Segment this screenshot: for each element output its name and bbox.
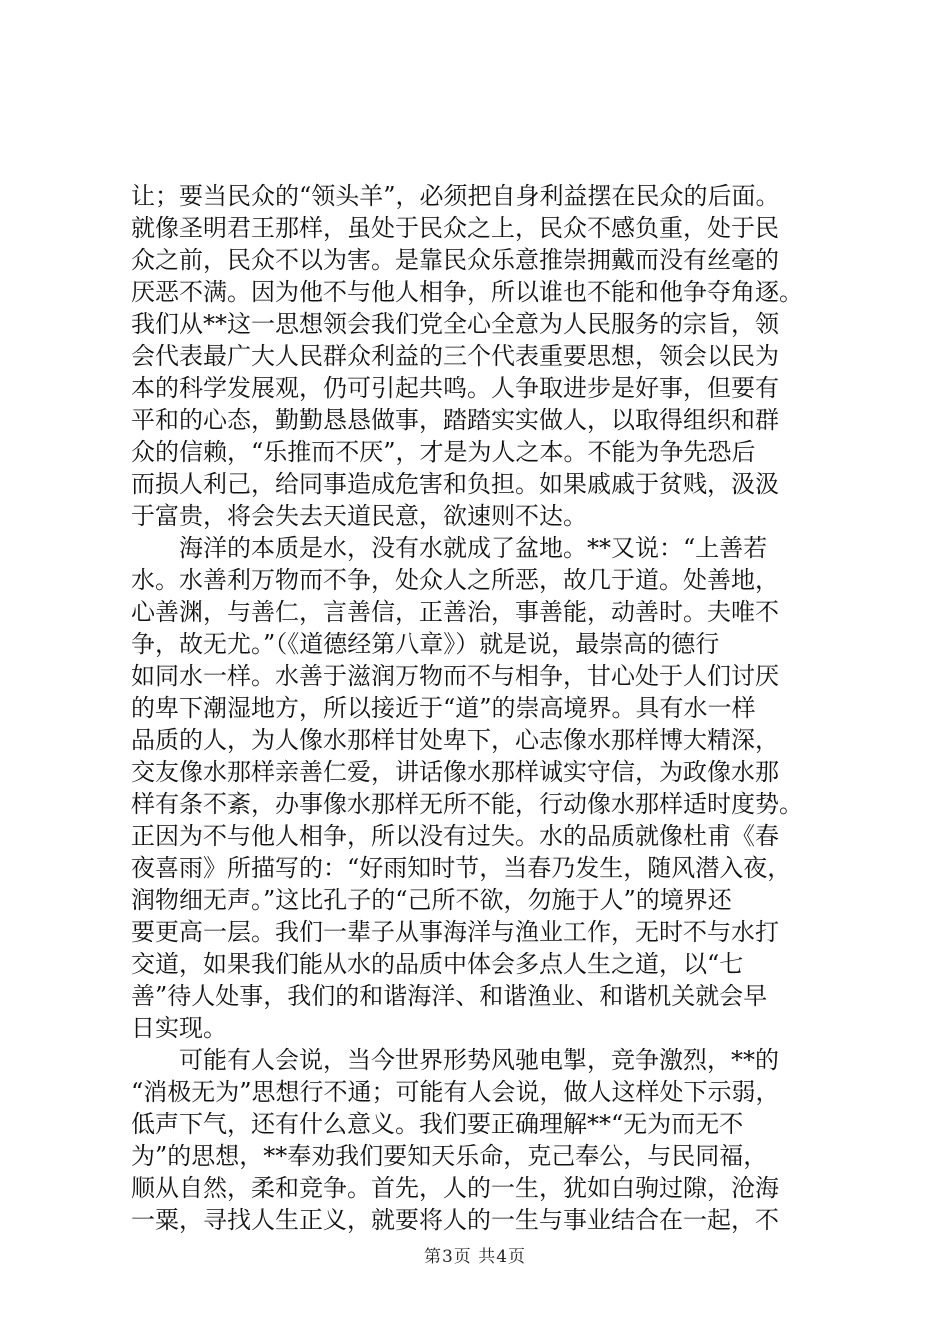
text-line: 让；要当民众的“领头羊”，必须把自身利益摆在民众的后面。 <box>131 182 780 210</box>
text-line: “消极无为”思想行不通；可能有人会说，做人这样处下示弱， <box>131 1078 780 1106</box>
text-line: 的卑下潮湿地方，所以接近于“道”的崇高境界。具有水一样 <box>131 694 756 722</box>
text-line: 会代表最广大人民群众利益的三个代表重要思想，领会以民为 <box>131 342 779 370</box>
text-line: 众的信赖，“乐推而不厌”，才是为人之本。不能为争先恐后 <box>131 438 756 466</box>
text-line: 品质的人，为人像水那样甘处卑下，心志像水那样博大精深， <box>131 726 779 754</box>
document-body <box>131 180 831 1236</box>
text-line: 夜喜雨》所描写的：“好雨知时节，当春乃发生，随风潜入夜， <box>131 854 792 882</box>
text-line: 争，故无尤。”（《道德经第八章》）就是说，最崇高的德行 <box>131 630 720 658</box>
text-line: 可能有人会说，当今世界形势风驰电掣，竞争激烈，**的 <box>131 1046 779 1074</box>
text-line: 我们从**这一思想领会我们党全心全意为人民服务的宗旨，领 <box>131 310 779 338</box>
text-line: 心善渊，与善仁，言善信，正善治，事善能，动善时。夫唯不 <box>131 598 779 626</box>
text-line: 一粟，寻找人生正义，就要将人的一生与事业结合在一起，不 <box>131 1206 779 1234</box>
text-line: 本的科学发展观，仍可引起共鸣。人争取进步是好事，但要有 <box>131 374 779 402</box>
text-line: 平和的心态，勤勤恳恳做事，踏踏实实做人，以取得组织和群 <box>131 406 779 434</box>
text-line: 就像圣明君王那样，虽处于民众之上，民众不感负重，处于民 <box>131 214 779 242</box>
page-number-footer: 第3页 共4页 <box>423 1247 527 1267</box>
text-line: 要更高一层。我们一辈子从事海洋与渔业工作，无时不与水打 <box>131 918 779 946</box>
text-line: 如同水一样。水善于滋润万物而不与相争，甘心处于人们讨厌 <box>131 662 779 690</box>
text-line: 善”待人处事，我们的和谐海洋、和谐渔业、和谐机关就会早 <box>131 982 768 1010</box>
text-line: 正因为不与他人相争，所以没有过失。水的品质就像杜甫《春 <box>131 822 779 850</box>
text-line: 样有条不紊，办事像水那样无所不能，行动像水那样适时度势。 <box>131 790 803 818</box>
text-line: 低声下气，还有什么意义。我们要正确理解**“无为而无不 <box>131 1110 744 1138</box>
text-line: 交道，如果我们能从水的品质中体会多点人生之道，以“七 <box>131 950 744 978</box>
text-line: 顺从自然，柔和竞争。首先，人的一生，犹如白驹过隙，沧海 <box>131 1174 779 1202</box>
text-line: 为”的思想，**奉劝我们要知天乐命，克己奉公，与民同福， <box>131 1142 768 1170</box>
text-line: 水。水善利万物而不争，处众人之所恶，故几于道。处善地， <box>131 566 779 594</box>
text-line: 日实现。 <box>131 1014 227 1042</box>
text-line: 于富贵，将会失去天道民意，欲速则不达。 <box>131 502 587 530</box>
text-line: 众之前，民众不以为害。是靠民众乐意推崇拥戴而没有丝毫的 <box>131 246 779 274</box>
text-line: 润物细无声。”这比孔子的“己所不欲，勿施于人”的境界还 <box>131 886 732 914</box>
text-line: 海洋的本质是水，没有水就成了盆地。**又说：“上善若 <box>131 534 768 562</box>
text-line: 厌恶不满。因为他不与他人相争，所以谁也不能和他争夺角逐。 <box>131 278 803 306</box>
text-line: 而损人利己，给同事造成危害和负担。如果戚戚于贫贱，汲汲 <box>131 470 779 498</box>
text-line: 交友像水那样亲善仁爱，讲话像水那样诚实守信，为政像水那 <box>131 758 779 786</box>
